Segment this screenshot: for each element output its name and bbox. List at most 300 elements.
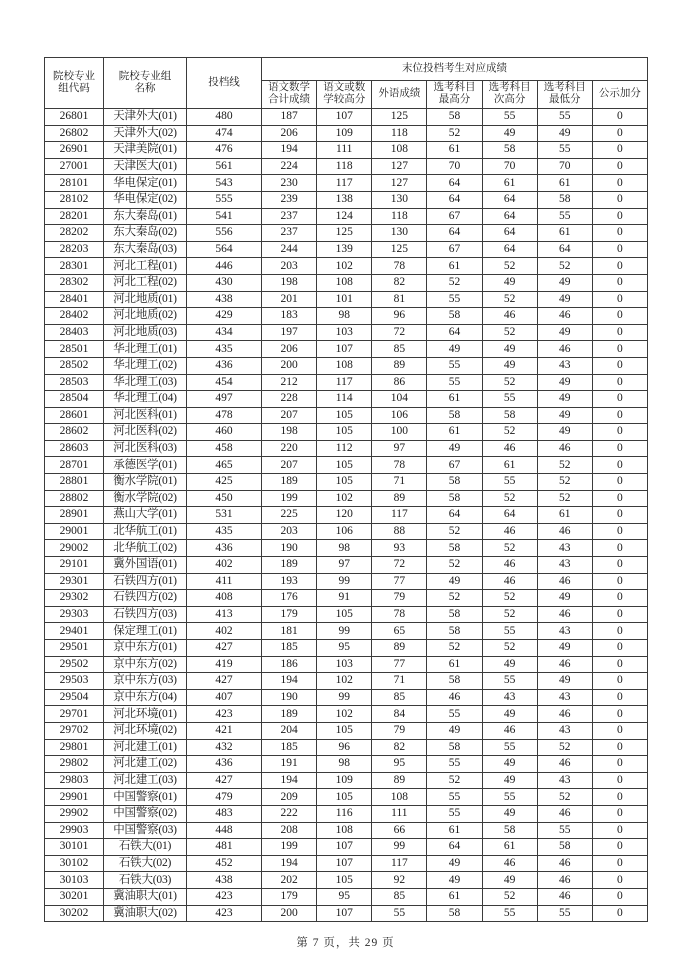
cell-elective-lowest: 55 [537,109,592,126]
cell-elective-highest: 55 [427,291,482,308]
cell-chinese-or-math-higher: 111 [317,142,372,159]
cell-elective-second-highest: 52 [482,606,537,623]
cell-chinese-or-math-higher: 98 [317,540,372,557]
cell-elective-highest: 52 [427,590,482,607]
cell-chinese-or-math-higher: 99 [317,573,372,590]
cell-foreign-language-score: 71 [372,474,427,491]
cell-elective-lowest: 46 [537,872,592,889]
cell-chinese-math-total: 244 [262,241,317,258]
cell-foreign-language-score: 92 [372,872,427,889]
cell-public-bonus: 0 [592,739,647,756]
cell-foreign-language-score: 130 [372,191,427,208]
cell-elective-lowest: 61 [537,507,592,524]
cell-public-bonus: 0 [592,324,647,341]
cell-public-bonus: 0 [592,706,647,723]
cell-elective-highest: 61 [427,888,482,905]
score-table-container [44,57,648,922]
cell-elective-highest: 70 [427,158,482,175]
cell-admission-line: 480 [187,109,262,126]
admission-score-table [44,57,648,922]
cell-institution-code: 30202 [45,905,104,922]
table-row [45,291,648,308]
header-elective-lowest-line1: 选考科目 [543,82,586,94]
cell-foreign-language-score: 117 [372,507,427,524]
cell-elective-highest: 55 [427,789,482,806]
table-row [45,706,648,723]
cell-chinese-or-math-higher: 107 [317,905,372,922]
cell-institution-code: 28101 [45,175,104,192]
cell-elective-lowest: 49 [537,673,592,690]
cell-chinese-math-total: 179 [262,606,317,623]
cell-elective-lowest: 55 [537,208,592,225]
cell-chinese-or-math-higher: 105 [317,872,372,889]
cell-admission-line: 429 [187,308,262,325]
cell-public-bonus: 0 [592,142,647,159]
cell-chinese-or-math-higher: 98 [317,756,372,773]
cell-admission-line: 448 [187,822,262,839]
cell-elective-highest: 49 [427,341,482,358]
cell-public-bonus: 0 [592,640,647,657]
table-row [45,391,648,408]
cell-institution-code: 29504 [45,689,104,706]
cell-chinese-math-total: 183 [262,308,317,325]
cell-institution-code: 29901 [45,789,104,806]
cell-elective-highest: 64 [427,191,482,208]
cell-admission-line: 402 [187,557,262,574]
cell-elective-second-highest: 52 [482,291,537,308]
cell-public-bonus: 0 [592,175,647,192]
cell-institution-code: 29902 [45,805,104,822]
cell-public-bonus: 0 [592,606,647,623]
cell-elective-second-highest: 49 [482,756,537,773]
cell-institution-name: 京中东方(03) [104,673,187,690]
cell-admission-line: 446 [187,258,262,275]
cell-foreign-language-score: 78 [372,258,427,275]
cell-chinese-math-total: 189 [262,474,317,491]
header-elective-lowest [537,80,592,108]
cell-admission-line: 479 [187,789,262,806]
header-institution-name-line2: 名称 [134,83,156,94]
table-row [45,324,648,341]
cell-foreign-language-score: 99 [372,839,427,856]
cell-foreign-language-score: 100 [372,424,427,441]
cell-foreign-language-score: 127 [372,175,427,192]
cell-foreign-language-score: 72 [372,557,427,574]
cell-admission-line: 458 [187,440,262,457]
cell-elective-highest: 55 [427,374,482,391]
cell-public-bonus: 0 [592,872,647,889]
cell-elective-highest: 61 [427,424,482,441]
cell-institution-name: 河北建工(02) [104,756,187,773]
cell-elective-second-highest: 55 [482,905,537,922]
cell-institution-name: 石铁大(03) [104,872,187,889]
cell-institution-name: 京中东方(04) [104,689,187,706]
cell-institution-name: 北华航工(01) [104,523,187,540]
cell-chinese-math-total: 194 [262,673,317,690]
cell-elective-highest: 67 [427,208,482,225]
cell-institution-code: 28603 [45,440,104,457]
cell-elective-lowest: 64 [537,241,592,258]
cell-institution-name: 河北医科(03) [104,440,187,457]
cell-foreign-language-score: 82 [372,274,427,291]
cell-institution-name: 华北理工(04) [104,391,187,408]
cell-institution-name: 东大秦岛(02) [104,225,187,242]
table-row [45,772,648,789]
header-institution-name-line1: 院校专业组 [118,70,172,82]
cell-institution-name: 天津外大(01) [104,109,187,126]
cell-public-bonus: 0 [592,374,647,391]
header-foreign-language-score-label: 外语成绩 [378,88,421,100]
cell-public-bonus: 0 [592,805,647,822]
cell-foreign-language-score: 118 [372,125,427,142]
cell-elective-second-highest: 55 [482,623,537,640]
cell-institution-code: 29502 [45,656,104,673]
cell-chinese-math-total: 206 [262,341,317,358]
cell-elective-lowest: 49 [537,274,592,291]
cell-elective-lowest: 70 [537,158,592,175]
cell-elective-highest: 58 [427,308,482,325]
cell-elective-second-highest: 55 [482,474,537,491]
cell-elective-highest: 67 [427,457,482,474]
cell-institution-code: 28501 [45,341,104,358]
cell-elective-second-highest: 46 [482,557,537,574]
cell-foreign-language-score: 125 [372,109,427,126]
cell-institution-code: 29801 [45,739,104,756]
cell-foreign-language-score: 127 [372,158,427,175]
cell-elective-lowest: 46 [537,805,592,822]
cell-public-bonus: 0 [592,474,647,491]
cell-elective-highest: 67 [427,241,482,258]
cell-elective-highest: 49 [427,872,482,889]
cell-institution-name: 河北环境(01) [104,706,187,723]
cell-elective-second-highest: 61 [482,457,537,474]
cell-chinese-math-total: 176 [262,590,317,607]
cell-elective-lowest: 55 [537,822,592,839]
cell-elective-second-highest: 55 [482,789,537,806]
header-chinese-math-total [262,80,317,108]
cell-public-bonus: 0 [592,756,647,773]
cell-elective-highest: 52 [427,125,482,142]
cell-elective-second-highest: 49 [482,125,537,142]
table-row [45,225,648,242]
cell-elective-lowest: 49 [537,391,592,408]
cell-institution-name: 东大秦岛(01) [104,208,187,225]
table-row [45,656,648,673]
header-foreign-language-score [372,80,427,108]
cell-public-bonus: 0 [592,440,647,457]
cell-elective-highest: 58 [427,474,482,491]
cell-elective-lowest: 43 [537,722,592,739]
cell-chinese-math-total: 207 [262,457,317,474]
cell-elective-lowest: 46 [537,573,592,590]
header-institution-code [45,58,104,109]
cell-elective-second-highest: 49 [482,274,537,291]
cell-chinese-math-total: 206 [262,125,317,142]
cell-institution-name: 京中东方(01) [104,640,187,657]
cell-institution-code: 28102 [45,191,104,208]
cell-elective-second-highest: 52 [482,258,537,275]
cell-public-bonus: 0 [592,540,647,557]
cell-institution-code: 28802 [45,490,104,507]
cell-elective-lowest: 43 [537,557,592,574]
cell-chinese-math-total: 198 [262,274,317,291]
cell-institution-name: 冀油职大(02) [104,905,187,922]
cell-chinese-or-math-higher: 107 [317,341,372,358]
cell-chinese-math-total: 199 [262,839,317,856]
cell-elective-lowest: 43 [537,357,592,374]
cell-elective-lowest: 52 [537,474,592,491]
cell-chinese-math-total: 224 [262,158,317,175]
cell-chinese-math-total: 202 [262,872,317,889]
cell-chinese-or-math-higher: 97 [317,557,372,574]
cell-elective-highest: 49 [427,722,482,739]
cell-elective-second-highest: 46 [482,308,537,325]
table-row [45,523,648,540]
cell-foreign-language-score: 66 [372,822,427,839]
cell-admission-line: 555 [187,191,262,208]
table-row [45,374,648,391]
cell-elective-lowest: 43 [537,540,592,557]
cell-chinese-math-total: 193 [262,573,317,590]
cell-institution-code: 29701 [45,706,104,723]
cell-chinese-math-total: 203 [262,523,317,540]
cell-elective-lowest: 52 [537,490,592,507]
cell-elective-highest: 55 [427,805,482,822]
cell-public-bonus: 0 [592,822,647,839]
table-row [45,756,648,773]
header-elective-highest [427,80,482,108]
cell-elective-lowest: 52 [537,739,592,756]
cell-chinese-or-math-higher: 138 [317,191,372,208]
cell-public-bonus: 0 [592,291,647,308]
cell-institution-name: 天津医大(01) [104,158,187,175]
cell-foreign-language-score: 72 [372,324,427,341]
cell-admission-line: 419 [187,656,262,673]
cell-public-bonus: 0 [592,673,647,690]
cell-institution-name: 石铁四方(03) [104,606,187,623]
cell-chinese-math-total: 200 [262,357,317,374]
cell-admission-line: 556 [187,225,262,242]
cell-foreign-language-score: 88 [372,523,427,540]
cell-chinese-or-math-higher: 108 [317,822,372,839]
header-row-top [45,58,648,81]
cell-institution-name: 衡水学院(01) [104,474,187,491]
cell-elective-lowest: 55 [537,905,592,922]
cell-elective-highest: 55 [427,706,482,723]
cell-admission-line: 561 [187,158,262,175]
cell-institution-code: 29302 [45,590,104,607]
cell-chinese-math-total: 194 [262,142,317,159]
cell-admission-line: 474 [187,125,262,142]
table-row [45,407,648,424]
cell-foreign-language-score: 77 [372,573,427,590]
cell-public-bonus: 0 [592,241,647,258]
cell-public-bonus: 0 [592,722,647,739]
cell-elective-lowest: 49 [537,125,592,142]
cell-institution-code: 29101 [45,557,104,574]
table-row [45,125,648,142]
cell-public-bonus: 0 [592,424,647,441]
cell-elective-second-highest: 64 [482,208,537,225]
table-row [45,855,648,872]
cell-foreign-language-score: 79 [372,590,427,607]
cell-institution-code: 28503 [45,374,104,391]
cell-institution-code: 29303 [45,606,104,623]
cell-chinese-math-total: 179 [262,888,317,905]
header-elective-second-highest-line1: 选考科目 [488,82,531,94]
cell-elective-lowest: 46 [537,341,592,358]
cell-elective-second-highest: 58 [482,407,537,424]
cell-elective-lowest: 46 [537,606,592,623]
cell-institution-name: 河北建工(03) [104,772,187,789]
cell-institution-name: 石铁四方(02) [104,590,187,607]
cell-institution-code: 28201 [45,208,104,225]
table-row [45,274,648,291]
cell-public-bonus: 0 [592,590,647,607]
table-row [45,457,648,474]
cell-institution-code: 26802 [45,125,104,142]
header-public-bonus [592,80,647,108]
cell-public-bonus: 0 [592,573,647,590]
cell-public-bonus: 0 [592,274,647,291]
cell-chinese-math-total: 220 [262,440,317,457]
cell-chinese-or-math-higher: 139 [317,241,372,258]
cell-foreign-language-score: 97 [372,440,427,457]
cell-chinese-math-total: 185 [262,739,317,756]
table-row [45,722,648,739]
cell-elective-lowest: 49 [537,324,592,341]
cell-institution-code: 28701 [45,457,104,474]
table-row [45,357,648,374]
cell-institution-name: 河北环境(02) [104,722,187,739]
table-row [45,623,648,640]
table-row [45,258,648,275]
cell-foreign-language-score: 85 [372,689,427,706]
cell-foreign-language-score: 89 [372,490,427,507]
cell-elective-lowest: 49 [537,590,592,607]
header-group-last-candidate-scores: 末位投档考生对应成绩 [262,58,648,81]
table-row [45,872,648,889]
header-chinese-or-math-higher-line1: 语文或数 [323,82,366,94]
cell-institution-name: 衡水学院(02) [104,490,187,507]
cell-institution-code: 26901 [45,142,104,159]
cell-public-bonus: 0 [592,391,647,408]
cell-elective-lowest: 46 [537,656,592,673]
cell-institution-code: 28403 [45,324,104,341]
cell-institution-code: 30102 [45,855,104,872]
table-row [45,888,648,905]
cell-admission-line: 402 [187,623,262,640]
cell-public-bonus: 0 [592,772,647,789]
cell-institution-code: 29903 [45,822,104,839]
table-row [45,341,648,358]
cell-chinese-or-math-higher: 105 [317,424,372,441]
cell-foreign-language-score: 65 [372,623,427,640]
cell-institution-code: 28502 [45,357,104,374]
cell-foreign-language-score: 84 [372,706,427,723]
cell-elective-lowest: 49 [537,407,592,424]
cell-elective-second-highest: 61 [482,839,537,856]
cell-admission-line: 452 [187,855,262,872]
cell-elective-lowest: 58 [537,839,592,856]
cell-chinese-math-total: 207 [262,407,317,424]
table-row [45,839,648,856]
cell-elective-second-highest: 52 [482,590,537,607]
cell-public-bonus: 0 [592,855,647,872]
cell-chinese-or-math-higher: 96 [317,739,372,756]
cell-chinese-math-total: 222 [262,805,317,822]
cell-chinese-math-total: 230 [262,175,317,192]
cell-institution-name: 北华航工(02) [104,540,187,557]
cell-foreign-language-score: 78 [372,606,427,623]
cell-chinese-or-math-higher: 91 [317,590,372,607]
cell-elective-lowest: 46 [537,756,592,773]
cell-institution-code: 28801 [45,474,104,491]
cell-admission-line: 425 [187,474,262,491]
table-row [45,590,648,607]
table-header [45,58,648,109]
header-chinese-math-total-line1: 语文数学 [268,82,311,94]
header-elective-second-highest [482,80,537,108]
header-admission-line-label: 投档线 [208,76,240,88]
cell-foreign-language-score: 89 [372,357,427,374]
cell-chinese-math-total: 208 [262,822,317,839]
cell-elective-second-highest: 58 [482,142,537,159]
cell-public-bonus: 0 [592,557,647,574]
cell-institution-name: 石铁四方(01) [104,573,187,590]
cell-admission-line: 483 [187,805,262,822]
cell-public-bonus: 0 [592,507,647,524]
cell-public-bonus: 0 [592,839,647,856]
cell-chinese-math-total: 190 [262,540,317,557]
cell-elective-highest: 61 [427,656,482,673]
cell-chinese-or-math-higher: 105 [317,407,372,424]
cell-institution-code: 29802 [45,756,104,773]
cell-elective-second-highest: 55 [482,109,537,126]
cell-institution-code: 29702 [45,722,104,739]
cell-elective-lowest: 61 [537,225,592,242]
cell-chinese-math-total: 185 [262,640,317,657]
cell-admission-line: 413 [187,606,262,623]
cell-admission-line: 434 [187,324,262,341]
cell-admission-line: 564 [187,241,262,258]
cell-public-bonus: 0 [592,357,647,374]
cell-elective-highest: 61 [427,142,482,159]
cell-public-bonus: 0 [592,789,647,806]
cell-foreign-language-score: 93 [372,540,427,557]
cell-admission-line: 435 [187,523,262,540]
cell-elective-lowest: 52 [537,789,592,806]
cell-chinese-math-total: 189 [262,706,317,723]
cell-chinese-math-total: 237 [262,225,317,242]
cell-public-bonus: 0 [592,905,647,922]
cell-public-bonus: 0 [592,109,647,126]
cell-foreign-language-score: 89 [372,772,427,789]
cell-elective-second-highest: 64 [482,241,537,258]
cell-institution-name: 河北地质(01) [104,291,187,308]
cell-elective-highest: 58 [427,407,482,424]
cell-chinese-math-total: 203 [262,258,317,275]
cell-chinese-or-math-higher: 103 [317,656,372,673]
cell-institution-name: 承德医学(01) [104,457,187,474]
cell-chinese-or-math-higher: 95 [317,640,372,657]
cell-institution-name: 中国警察(02) [104,805,187,822]
cell-institution-code: 29301 [45,573,104,590]
cell-elective-lowest: 43 [537,623,592,640]
cell-elective-lowest: 52 [537,457,592,474]
cell-elective-second-highest: 61 [482,175,537,192]
cell-elective-lowest: 52 [537,258,592,275]
